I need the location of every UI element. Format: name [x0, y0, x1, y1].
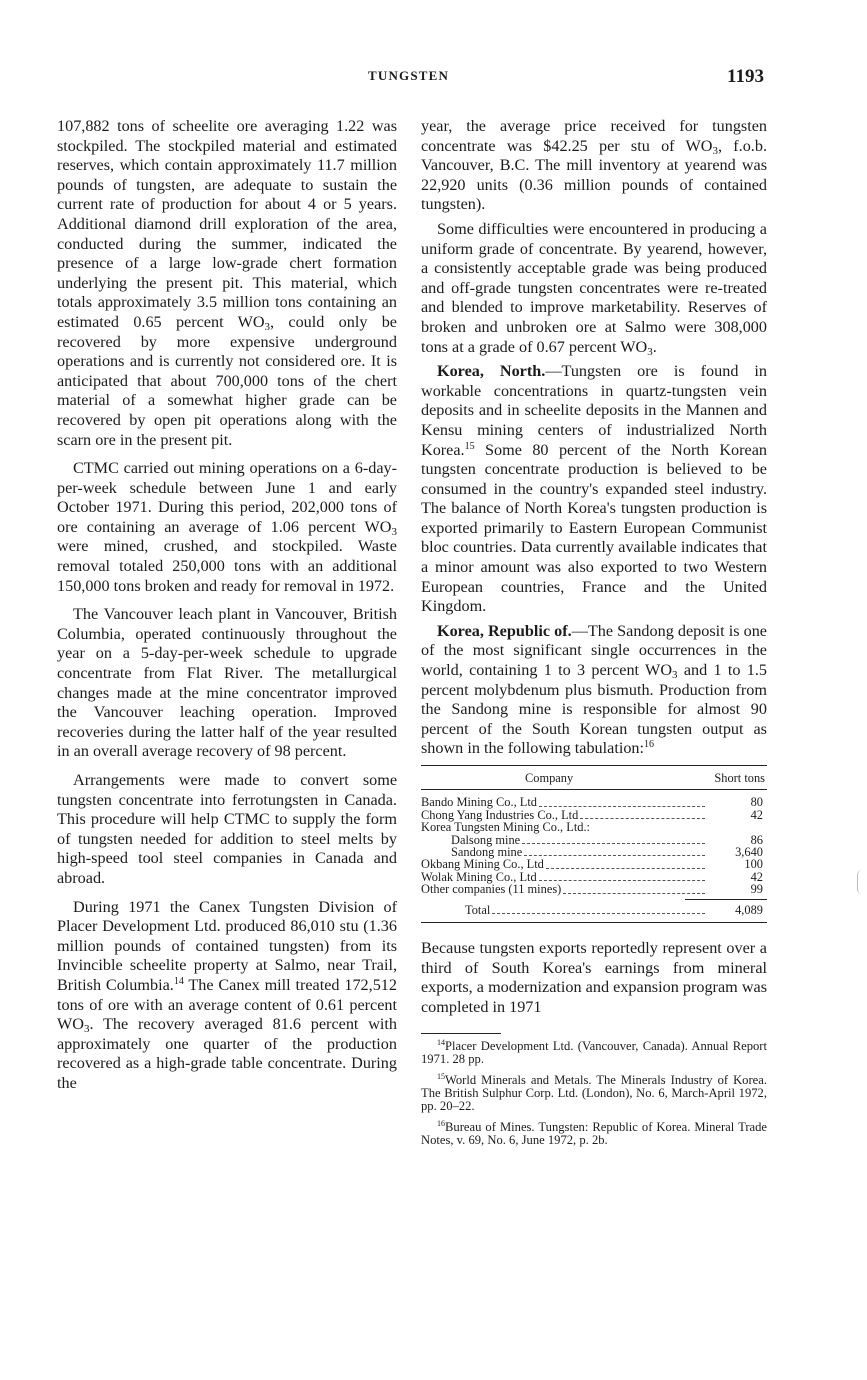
table-row: Sandong mine 3,640 [451, 844, 763, 859]
table-body [421, 790, 767, 916]
paragraph-concentrate-grade: Some difficulties were encountered in producing a uniform grade of concentrate. By yearend, however, a consistently acceptable grade was being produced and off-grade tungsten concentrates were re-treated and blended to improve marketability. Reserves of broken and unbroken ore at Salmo were 308,000 tons at a grade of 0.67 percent $WO_3$. [421, 219, 767, 358]
table-header [421, 766, 767, 790]
table-header-short-tons: Short tons [714, 771, 765, 785]
table-row: Chong Yang Industries Co., Ltd 42 [421, 807, 763, 822]
table-row: Dalsong mine 86 [451, 832, 763, 847]
right-column [421, 117, 767, 1155]
paragraph-ferrotungsten: Arrangements were made to convert some tungsten concentrate into ferrotungsten in Canada. This procedure will help CTMC to supply the form of tungsten needed for addition to steel melts by high-speed tool steel companies in Canada and abroad. [57, 771, 397, 887]
paragraph-vancouver-leach-plant: The Vancouver leach plant in Vancouver, British Columbia, operated continuously throughout the year on a 5-day-per-week schedule to upgrade concentrate from Flat River. The metallurgical changes made at the mine concentrator improved the Vancouver leaching operation. Improved recoveries during the latter half of the year resulted in an overall average recovery of 98 percent. [57, 605, 397, 761]
table-row: Other companies (11 mines) 99 [421, 882, 763, 897]
table-total-row: Total 4,089 [465, 902, 763, 917]
footnote-15: $^{15}$World Minerals and Metals. The Minerals Industry of Korea. The British Sulphur Corp. Ltd. (London), No. 6, March-April 1972, pp. 20–22. [421, 1072, 767, 1113]
page-edge-mark [857, 870, 862, 894]
running-head [0, 66, 867, 88]
paragraph-korea-exports: Because tungsten exports reportedly represent over a third of South Korea's earnings from mineral exports, a modernization and expansion program was completed in 1971 [421, 938, 767, 1016]
footnote-14: $^{14}$Placer Development Ltd. (Vancouver, Canada). Annual Report 1971. 28 pp. [421, 1038, 767, 1066]
left-column [57, 117, 397, 1103]
table-row: Okbang Mining Co., Ltd 100 [421, 857, 763, 872]
running-head-title: TUNGSTEN [368, 68, 450, 83]
production-table [421, 765, 767, 923]
paragraph-scheelite-stockpile: 107,882 tons of scheelite ore averaging 1.22 was stockpiled. The stockpiled material and estimated reserves, which contain approximately 11.7 million pounds of tungsten, are adequate to sustain the current rate of production for about 4 or 5 years. Additional diamond drill exploration of the area, conducted during the summer, indicated the presence of a large low-grade chert formation underlying the present pit. This material, which totals approximately 3.5 million tons containing an estimated 0.65 percent $WO_3$, could only be recovered by more expensive underground operations and is currently not considered ore. It is anticipated that about 700,000 tons of the chert material of a somewhat higher grade can be recovered by open pit operations along with the scarn ore in the present pit. [57, 117, 397, 449]
table-header-company: Company [525, 771, 574, 785]
paragraph-korea-north: Korea, North.—Tungsten ore is found in workable concentrations in quartz-tungsten vein deposits and in scheelite deposits in the Mannen and Kensu mining centers of industrialized North Korea.$^{15}$ Some 80 percent of the North Korean tungsten concentrate production is believed to be consumed in the country's expanded steel industry. The balance of North Korea's tungsten production is exported primarily to Eastern European Communist bloc countries. Data currently available indicates that a minor amount was also exported to two Western European countries, France and the United Kingdom. [421, 362, 767, 616]
table-bottom-rule [421, 922, 767, 923]
paragraph-korea-republic: Korea, Republic of.—The Sandong deposit is one of the most significant single occurrences in the world, containing 1 to 3 percent $WO_3$ and 1 to 1.5 percent molybdenum plus bismuth. Production from the Sandong mine is responsible for almost 90 percent of the South Korean tungsten output as shown in the following tabulation:$^{16}$ [421, 621, 767, 758]
paragraph-canex-price: year, the average price received for tungsten concentrate was $42.25 per stu of $WO_3$, f.o.b. Vancouver, B.C. The mill inventory at yearend was 22,920 units (0.36 million pounds of contained tungsten). [421, 117, 767, 214]
table-total-rule [685, 899, 767, 900]
paragraph-canex-tungsten: During 1971 the Canex Tungsten Division of Placer Development Ltd. produced 86,010 stu (1.36 million pounds of contained tungsten) from its Invincible scheelite property at Salmo, near Trail, British Columbia.$^{14}$ The Canex mill treated 172,512 tons of ore with an average content of 0.61 percent $WO_3$. The recovery averaged 81.6 percent with approximately one quarter of the production recovered as a high-grade table concentrate. During the [57, 897, 397, 1092]
table-row: Wolak Mining Co., Ltd 42 [421, 869, 763, 884]
page-number: 1193 [727, 66, 764, 87]
paragraph-ctmc-mining: CTMC carried out mining operations on a 6-day-per-week schedule between June 1 and early October 1971. During this period, 202,000 tons of ore containing an average of 1.06 percent $WO_3$ were mined, crushed, and stockpiled. Waste removal totaled 250,000 tons with an additional 150,000 tons broken and ready for removal in 1972. [57, 459, 397, 595]
table-row: Korea Tungsten Mining Co., Ltd.: [421, 820, 591, 835]
footnote-16: $^{16}$Bureau of Mines. Tungsten: Republic of Korea. Mineral Trade Notes, v. 69, No. 6, June 1972, p. 2b. [421, 1119, 767, 1147]
footnote-rule [421, 1033, 501, 1034]
table-row: Bando Mining Co., Ltd 80 [421, 795, 763, 810]
